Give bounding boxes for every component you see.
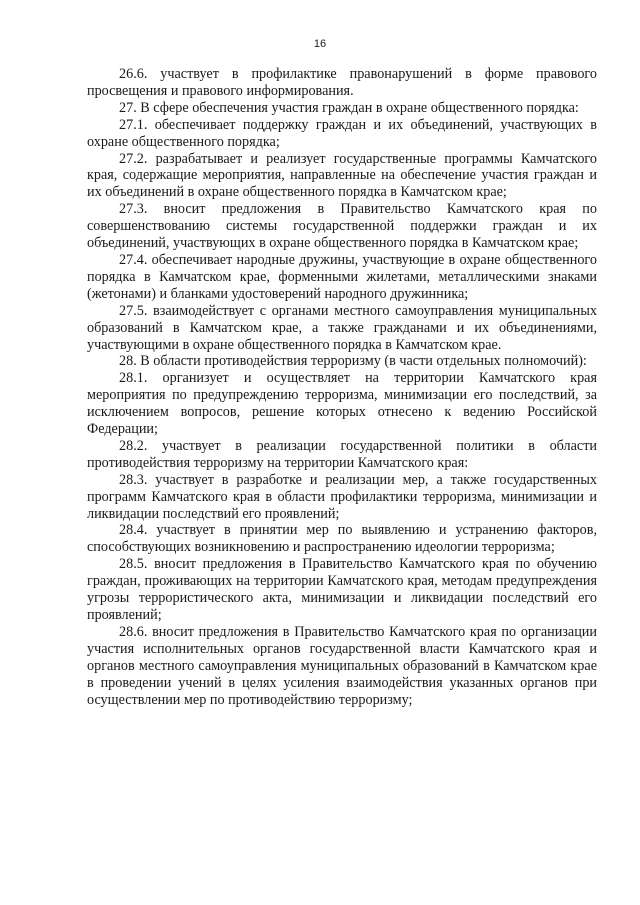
paragraph-28-1: 28.1. организует и осуществляет на территории Камчатского края мероприятия по предупреждению терроризма, минимизации его последствий, за исключением вопросов, решение которых отнесено к ведению Российской Федерации; xyxy=(87,370,597,438)
document-body xyxy=(87,66,597,708)
paragraph-27-4: 27.4. обеспечивает народные дружины, участвующие в охране общественного порядка в Камчатском крае, форменными жилетами, металлическими знаками (жетонами) и бланками удостоверений народного дружинника; xyxy=(87,251,597,302)
paragraph-28-5: 28.5. вносит предложения в Правительство Камчатского края по обучению граждан, проживающих на территории Камчатского края, методам предупреждения угрозы террористического акта, минимизации и ликвидации последствий его проявлений; xyxy=(87,556,597,623)
paragraph-28-3: 28.3. участвует в разработке и реализации мер, а также государственных программ Камчатского края в области профилактики терроризма, минимизации и ликвидации последствий его проявлений; xyxy=(87,471,597,522)
page-number: 16 xyxy=(313,38,327,50)
paragraph-27-5: 27.5. взаимодействует с органами местного самоуправления муниципальных образований в Камчатском крае, а также гражданами и их объединениями, участвующими в охране общественного порядка в Камчатском крае. xyxy=(87,302,597,353)
paragraph-28-4: 28.4. участвует в принятии мер по выявлению и устранению факторов, способствующих возникновению и распространению идеологии терроризма; xyxy=(87,522,597,556)
paragraph-27: 27. В сфере обеспечения участия граждан в охране общественного порядка: xyxy=(119,99,579,116)
paragraph-27-2: 27.2. разрабатывает и реализует государственные программы Камчатского края, содержащие мероприятия, направленные на обеспечение участия граждан и их объединений в охране общественного порядка в Камчатском крае; xyxy=(87,150,597,201)
paragraph-27-3: 27.3. вносит предложения в Правительство Камчатского края по совершенствованию системы государственной поддержки граждан и их объединений, участвующих в охране общественного порядка в Камчатском крае; xyxy=(87,201,597,252)
paragraph-28-6: 28.6. вносит предложения в Правительство Камчатского края по организации участия исполнительных органов государственной власти Камчатского края и органов местного самоуправления муниципальных образований в Камчатском крае в проведении учений в целях усиления взаимодействия указанных органов при осуществлении мер по противодействию терроризму; xyxy=(87,623,597,708)
paragraph-28-2: 28.2. участвует в реализации государственной политики в области противодействия терроризму на территории Камчатского края: xyxy=(87,437,597,471)
paragraph-28: 28. В области противодействия терроризму (в части отдельных полномочий): xyxy=(119,353,587,370)
paragraph-27-1: 27.1. обеспечивает поддержку граждан и их объединений, участвующих в охране общественного порядка; xyxy=(87,116,597,150)
paragraph-26-6: 26.6. участвует в профилактике правонарушений в форме правового просвещения и правового информирования. xyxy=(87,66,597,99)
